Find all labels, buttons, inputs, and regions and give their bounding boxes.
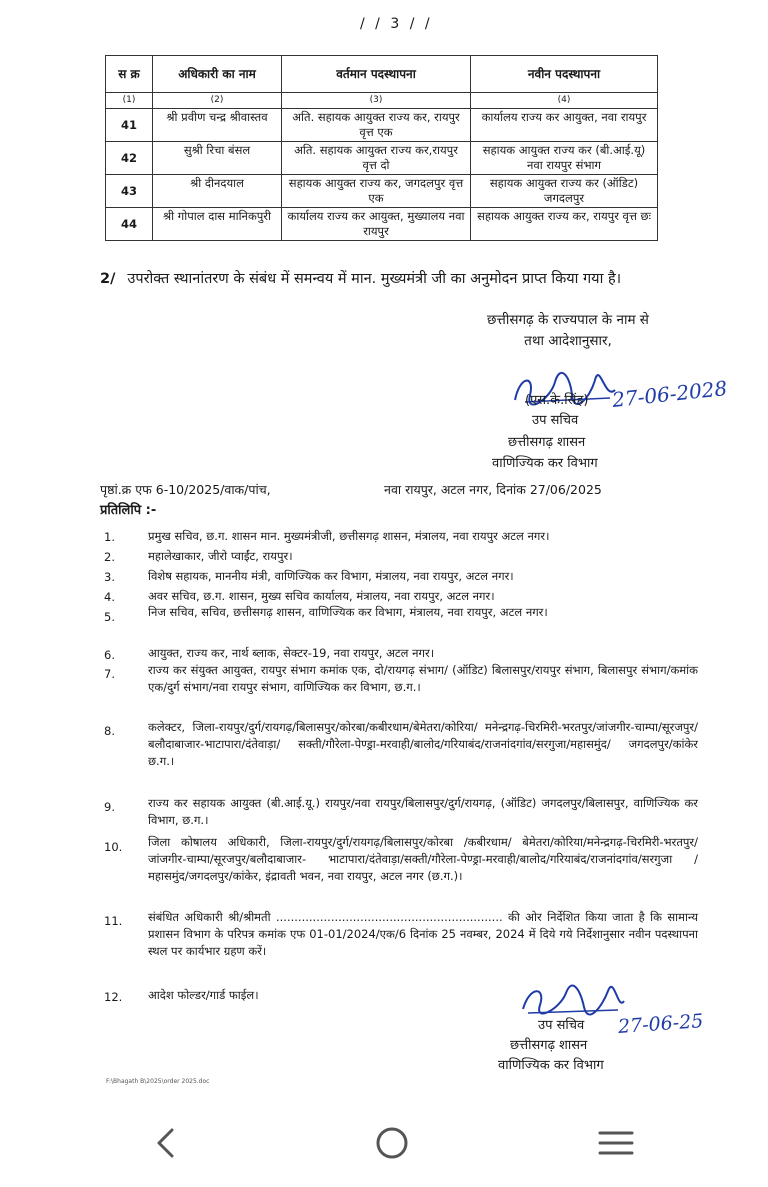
row-sno: 43 (106, 175, 153, 208)
row-new-posting: कार्यालय राज्य कर आयुक्त, नवा रायपुर (471, 109, 658, 142)
row-current-posting: अति. सहायक आयुक्त राज्य कर, रायपुर वृत्त एक (282, 109, 471, 142)
reference-place-date: नवा रायपुर, अटल नगर, दिनांक 27/06/2025 (384, 482, 602, 497)
list-item: राज्य कर सहायक आयुक्त (बी.आई.यू.) रायपुर/नवा रायपुर/बिलासपुर/दुर्ग/रायगढ़, (ऑडिट) जगदलपुर/बिलासपुर, वाणिज्यिक कर विभाग, छ.ग.। (148, 796, 698, 827)
list-item: प्रमुख सचिव, छ.ग. शासन मान. मुख्यमंत्रीजी, छत्तीसगढ़ शासन, मंत्रालय, नवा रायपुर अटल नगर। (148, 529, 550, 543)
paragraph-text: उपरोक्त स्थानांतरण के संबंध में समन्वय में मान. मुख्यमंत्री जी का अनुमोदन प्राप्त किया गया है। (127, 271, 622, 287)
list-item-number: 4. (104, 590, 115, 604)
list-item-number: 1. (104, 530, 115, 544)
list-item-number: 10. (104, 840, 123, 854)
system-navigation-bar (0, 1095, 768, 1187)
order-line-1: छत्तीसगढ़ के राज्यपाल के नाम से (487, 312, 649, 328)
order-line-2: तथा आदेशानुसार, (524, 333, 612, 349)
document-file-path: F:\Bhagath B\2025\order 2025.doc (106, 1078, 210, 1085)
recent-apps-icon (598, 1128, 634, 1158)
table-index-row (106, 93, 658, 109)
index-cell: (3) (282, 93, 471, 109)
index-cell: (1) (106, 93, 153, 109)
list-item: आयुक्त, राज्य कर, नार्थ ब्लाक, सेक्टर-19, नवा रायपुर, अटल नगर। (148, 646, 435, 660)
list-item: संबंधित अधिकारी श्री/श्रीमती .............................................................. की ओर निर्देशित किया जाता है कि सामान्य प्रशासन विभाग के परिपत्र कमांक एफ 01-01/2024/एक/6 दिनांक 25 नवम्बर, 2024 में दिये गये निर्देशानुसार नवीन पदस्थापना स्थल पर कार्यभार ग्रहण करें। (148, 910, 698, 958)
list-item-number: 7. (104, 667, 115, 681)
back-chevron-icon (154, 1127, 178, 1159)
table-row (106, 208, 658, 241)
index-cell: (2) (153, 93, 282, 109)
row-new-posting: सहायक आयुक्त राज्य कर, रायपुर वृत्त छः (471, 208, 658, 241)
list-item-number: 9. (104, 800, 115, 814)
list-item-number: 3. (104, 570, 115, 584)
row-new-posting: सहायक आयुक्त राज्य कर (ऑडिट) जगदलपुर (471, 175, 658, 208)
row-name: सुश्री रिचा बंसल (153, 142, 282, 175)
header-name: अधिकारी का नाम (153, 56, 282, 93)
row-sno: 42 (106, 142, 153, 175)
list-item: कलेक्टर, जिला-रायपुर/दुर्ग/रायगढ़/बिलासपुर/कोरबा/कबीरधाम/बेमेतरा/कोरिया/ मनेन्द्रगढ़-चिरमिरी-भरतपुर/जांजगीर-चाम्पा/सूरजपुर/बलौदाबाजार-भाटापारा/दंतेवाड़ा/ सक्ती/गौरेला-पेण्ड्रा-मरवाही/बालोद/गरियाबंद/राजनांदगांव/सरगुजा/महासमुंद/ जगदलपुर/कांकेर छ.ग.। (148, 720, 698, 768)
signatory-2-designation: उप सचिव (538, 1018, 585, 1033)
row-current-posting: कार्यालय राज्य कर आयुक्त, मुख्यालय नवा रायपुर (282, 208, 471, 241)
list-item-number: 5. (104, 610, 115, 624)
signatory-department-2: वाणिज्यिक कर विभाग (492, 456, 598, 471)
paragraph-number: 2/ (100, 271, 116, 287)
table-row (106, 142, 658, 175)
header-current-posting: वर्तमान पदस्थापना (282, 56, 471, 93)
list-item: अवर सचिव, छ.ग. शासन, मुख्य सचिव कार्यालय, मंत्रालय, नवा रायपुर, अटल नगर। (148, 589, 495, 603)
home-circle-icon (375, 1126, 409, 1160)
recent-apps-button[interactable] (596, 1123, 636, 1163)
signature-2-scribble (518, 983, 628, 1019)
signatory-designation: उप सचिव (532, 413, 579, 428)
row-current-posting: अति. सहायक आयुक्त राज्य कर,रायपुर वृत्त दो (282, 142, 471, 175)
home-button[interactable] (372, 1123, 412, 1163)
back-button[interactable] (146, 1123, 186, 1163)
list-item: राज्य कर संयुक्त आयुक्त, रायपुर संभाग कमांक एक, दो/रायगढ़ संभाग/ (ऑडिट) बिलासपुर/रायपुर संभाग, बिलासपुर संभाग/कमांक एक/दुर्ग संभाग/नवा रायपुर संभाग, वाणिज्यिक कर विभाग, छ.ग.। (148, 663, 698, 694)
signature-date: 27-06-2028 (611, 376, 729, 412)
table-row (106, 175, 658, 208)
page-number: / / 3 / / (360, 16, 433, 32)
header-sno: स क्र (106, 56, 153, 93)
order-authority-block (448, 310, 688, 352)
row-new-posting: सहायक आयुक्त राज्य कर (बी.आई.यू) नवा रायपुर संभाग (471, 142, 658, 175)
reference-number: पृष्ठां.क्र एफ 6-10/2025/वाक/पांच, (100, 482, 271, 497)
signature-2-date: 27-06-25 (617, 1010, 705, 1038)
list-item-number: 6. (104, 648, 115, 662)
paragraph-2 (100, 268, 700, 290)
signatory-2-department-1: छत्तीसगढ़ शासन (510, 1038, 588, 1053)
signatory-department-1: छत्तीसगढ़ शासन (508, 435, 586, 450)
signatory-name: (एस.के.सिंह) (525, 393, 589, 408)
row-name: श्री गोपाल दास मानिकपुरी (153, 208, 282, 241)
row-sno: 41 (106, 109, 153, 142)
list-item-number: 12. (104, 990, 123, 1004)
table-row (106, 109, 658, 142)
signatory-2-department-2: वाणिज्यिक कर विभाग (498, 1058, 604, 1073)
row-current-posting: सहायक आयुक्त राज्य कर, जगदलपुर वृत्त एक (282, 175, 471, 208)
list-item: महालेखाकार, जीरो प्वाईंट, रायपुर। (148, 549, 293, 563)
copy-to-title: प्रतिलिपि :- (100, 503, 157, 518)
list-item-number: 11. (104, 914, 123, 928)
header-new-posting: नवीन पदस्थापना (471, 56, 658, 93)
list-item: विशेष सहायक, माननीय मंत्री, वाणिज्यिक कर विभाग, मंत्रालय, नवा रायपुर, अटल नगर। (148, 569, 514, 583)
list-item-number: 8. (104, 724, 115, 738)
row-sno: 44 (106, 208, 153, 241)
list-item: जिला कोषालय अधिकारी, जिला-रायपुर/दुर्ग/रायगढ़/बिलासपुर/कोरबा /कबीरधाम/ बेमेतरा/कोरिया/मनेन्द्रगढ़-चिरमिरी-भरतपुर/जांजगीर-चाम्पा/सूरजपुर/बलौदाबाजार- भाटापारा/दंतेवाड़ा/सक्ती/गौरेला-पेण्ड्रा-मरवाही/बालोद/गरियाबंद/राजनांदगांव/सरगुजा /महासमुंद/जगदलपुर/कांकेर, इंद्रावती भवन, नवा रायपुर, अटल नगर (छ.ग.)। (148, 835, 698, 883)
list-item: आदेश फोल्डर/गार्ड फाईल। (148, 988, 259, 1002)
row-name: श्री प्रवीण चन्द्र श्रीवास्तव (153, 109, 282, 142)
index-cell: (4) (471, 93, 658, 109)
transfer-table (105, 55, 658, 241)
list-item: निज सचिव, सचिव, छत्तीसगढ़ शासन, वाणिज्यिक कर विभाग, मंत्रालय, नवा रायपुर, अटल नगर। (148, 605, 548, 619)
row-name: श्री दीनदयाल (153, 175, 282, 208)
list-item-number: 2. (104, 550, 115, 564)
